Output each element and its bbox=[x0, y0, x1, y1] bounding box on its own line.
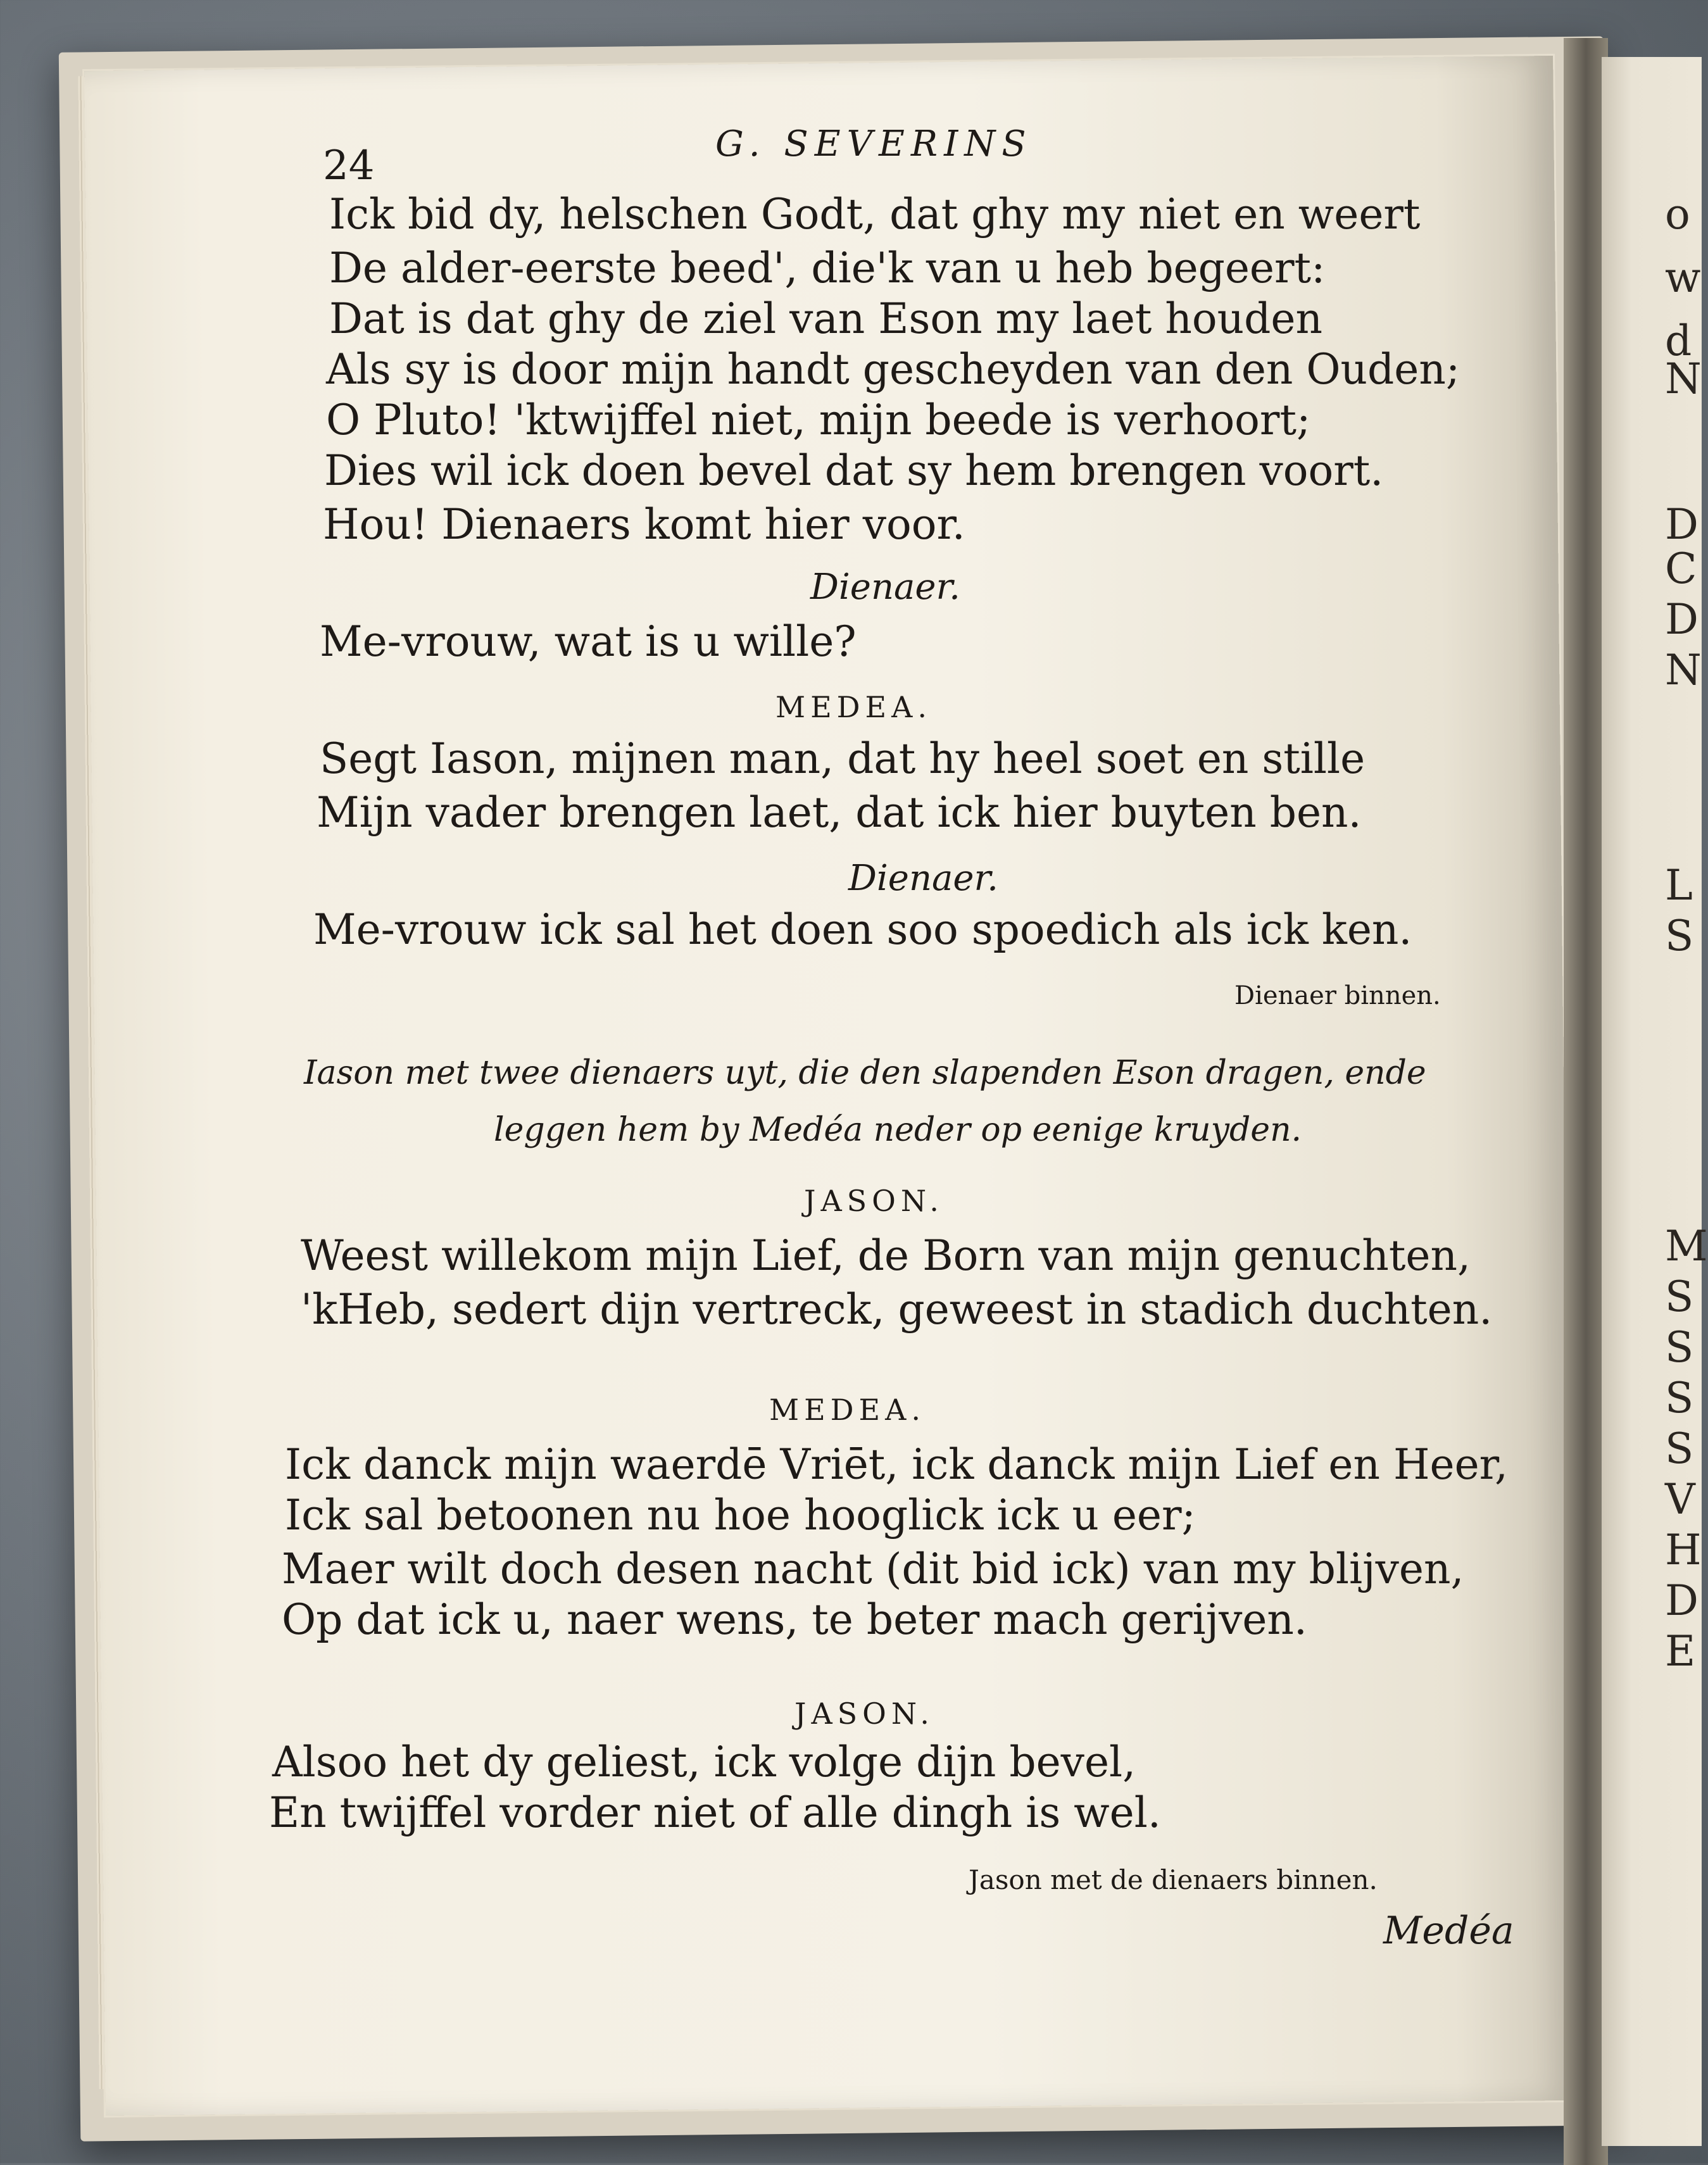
facing-page-letter: C bbox=[1665, 544, 1697, 593]
facing-page-letter: D bbox=[1665, 500, 1699, 549]
verse-line: Dat is dat ghy de ziel van Eson my laet houden bbox=[329, 294, 1322, 343]
verse-line: Ick danck mijn waerdē Vriēt, ick danck mijn Lief en Heer, bbox=[285, 1440, 1508, 1489]
facing-page-letter: N bbox=[1665, 646, 1702, 694]
facing-page-letter: D bbox=[1665, 1576, 1699, 1625]
stage-direction: Iason met twee dienaers uyt, die den slapenden Eson dragen, ende bbox=[304, 1054, 1426, 1092]
facing-page-letter: E bbox=[1665, 1627, 1696, 1676]
verse-line: Maer wilt doch desen nacht (dit bid ick) van my blijven, bbox=[282, 1545, 1464, 1593]
facing-page-letter: S bbox=[1665, 1272, 1694, 1321]
facing-page-letter: S bbox=[1665, 1424, 1694, 1473]
verse-line: De alder-eerste beed', die'k van u heb begeert: bbox=[329, 244, 1326, 292]
running-head: G. SEVERINS bbox=[715, 123, 1033, 165]
facing-page-letter: d bbox=[1665, 317, 1692, 365]
stage-direction: leggen hem by Medéa neder op eenige kruyden. bbox=[494, 1111, 1302, 1149]
verse-line: Ick bid dy, helschen Godt, dat ghy my niet en weert bbox=[329, 190, 1421, 239]
verse-line: Weest willekom mijn Lief, de Born van mijn genuchten, bbox=[301, 1231, 1471, 1280]
facing-page-letter: N bbox=[1665, 355, 1702, 403]
stage-direction: Jason met de dienaers binnen. bbox=[969, 1864, 1378, 1895]
facing-page-letter: M bbox=[1665, 1222, 1708, 1271]
verse-line: Op dat ick u, naer wens, te beter mach gerijven. bbox=[282, 1595, 1307, 1644]
speaker-name: JASON. bbox=[804, 1184, 944, 1218]
facing-page-letter: S bbox=[1665, 1323, 1694, 1372]
verse-line: Dies wil ick doen bevel dat sy hem brengen voort. bbox=[324, 446, 1384, 495]
speaker-name: JASON. bbox=[794, 1697, 934, 1731]
speaker-name: Dienaer. bbox=[810, 567, 960, 608]
facing-page-letter: V bbox=[1665, 1475, 1695, 1524]
facing-page-letter: H bbox=[1665, 1526, 1702, 1574]
speaker-name: MEDEA. bbox=[769, 1393, 926, 1427]
verse-line: Me-vrouw ick sal het doen soo spoedich als ick ken. bbox=[313, 905, 1412, 954]
stage-direction: Dienaer binnen. bbox=[1234, 981, 1441, 1010]
page-number: 24 bbox=[323, 142, 375, 189]
verse-line: Me-vrouw, wat is u wille? bbox=[320, 617, 857, 666]
facing-page-letter: L bbox=[1665, 861, 1693, 910]
verse-line: Mijn vader brengen laet, dat ick hier buyten ben. bbox=[317, 788, 1362, 837]
facing-page-letter: o bbox=[1665, 190, 1690, 239]
facing-page-letter: S bbox=[1665, 1374, 1694, 1422]
verse-line: Als sy is door mijn handt gescheyden van den Ouden; bbox=[326, 345, 1460, 394]
verse-line: Alsoo het dy geliest, ick volge dijn bevel, bbox=[272, 1738, 1136, 1786]
facing-page-letter: w bbox=[1665, 253, 1701, 302]
verse-line: En twijffel vorder niet of alle dingh is wel. bbox=[269, 1788, 1161, 1837]
speaker-name: Dienaer. bbox=[848, 858, 998, 899]
verse-line: Ick sal betoonen nu hoe hooglick ick u eer; bbox=[285, 1491, 1196, 1540]
verse-line: O Pluto! 'ktwijffel niet, mijn beede is verhoort; bbox=[326, 396, 1311, 444]
speaker-name: MEDEA. bbox=[776, 690, 932, 724]
verse-line: Segt Iason, mijnen man, dat hy heel soet en stille bbox=[320, 734, 1366, 783]
verse-line: 'kHeb, sedert dijn vertreck, geweest in stadich duchten. bbox=[301, 1285, 1493, 1334]
catchword: Medéa bbox=[1383, 1909, 1514, 1953]
verse-line: Hou! Dienaers komt hier voor. bbox=[323, 500, 965, 549]
facing-page-letter: D bbox=[1665, 595, 1699, 644]
facing-page-letter: S bbox=[1665, 912, 1694, 960]
